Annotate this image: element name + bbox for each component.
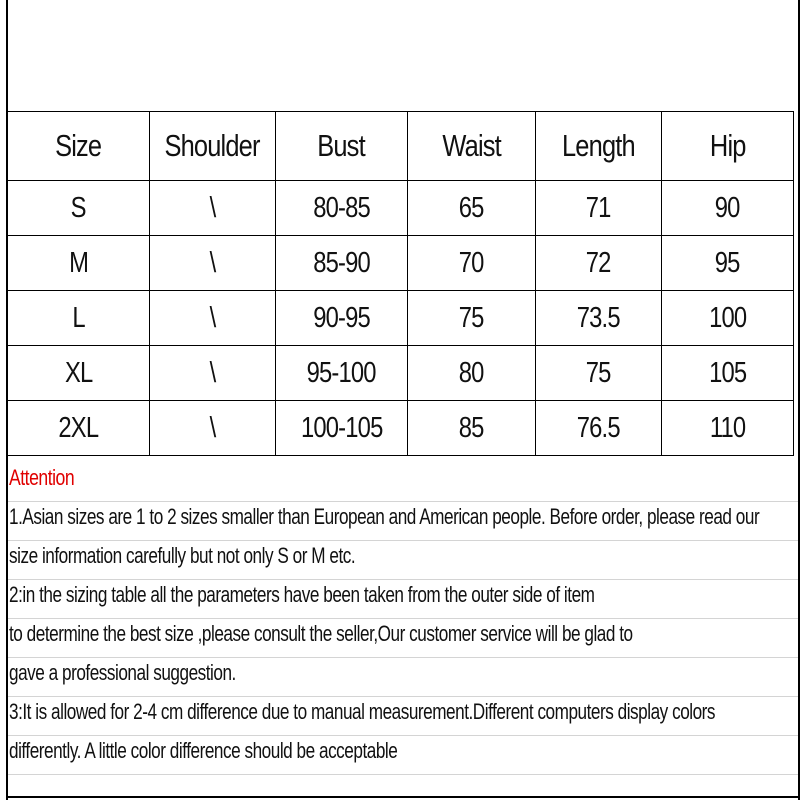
table-row xyxy=(8,291,794,346)
cell-bust: 100-105 xyxy=(276,401,408,456)
cell-bust: 85-90 xyxy=(276,236,408,291)
cell-length: 72 xyxy=(536,236,662,291)
header-bust: Bust xyxy=(276,112,408,181)
header-length: Length xyxy=(536,112,662,181)
cell-waist: 85 xyxy=(408,401,536,456)
attention-notes xyxy=(9,458,797,770)
cell-size: XL xyxy=(8,346,150,401)
cell-shoulder: \ xyxy=(150,291,276,346)
cell-hip: 100 xyxy=(662,291,794,346)
cell-waist: 75 xyxy=(408,291,536,346)
table-row xyxy=(8,346,794,401)
cell-waist: 70 xyxy=(408,236,536,291)
cell-size: S xyxy=(8,181,150,236)
table-header-row xyxy=(8,112,794,181)
cell-length: 76.5 xyxy=(536,401,662,456)
cell-hip: 90 xyxy=(662,181,794,236)
size-table xyxy=(7,111,794,456)
cell-shoulder: \ xyxy=(150,236,276,291)
cell-shoulder: \ xyxy=(150,181,276,236)
note-line: differently. A little color difference should be acceptable xyxy=(9,738,398,763)
header-size: Size xyxy=(8,112,150,181)
cell-shoulder: \ xyxy=(150,346,276,401)
note-line: 2:in the sizing table all the parameters have been taken from the outer side of item xyxy=(9,582,595,607)
cell-length: 71 xyxy=(536,181,662,236)
cell-size: 2XL xyxy=(8,401,150,456)
cell-waist: 65 xyxy=(408,181,536,236)
cell-waist: 80 xyxy=(408,346,536,401)
cell-hip: 110 xyxy=(662,401,794,456)
cell-shoulder: \ xyxy=(150,401,276,456)
table-row xyxy=(8,181,794,236)
note-line: gave a professional suggestion. xyxy=(9,660,236,685)
table-row xyxy=(8,236,794,291)
cell-bust: 90-95 xyxy=(276,291,408,346)
table-row xyxy=(8,401,794,456)
note-line: size information carefully but not only S or M etc. xyxy=(9,543,356,568)
cell-hip: 95 xyxy=(662,236,794,291)
attention-title: Attention xyxy=(9,465,75,490)
cell-hip: 105 xyxy=(662,346,794,401)
note-line: 1.Asian sizes are 1 to 2 sizes smaller than European and American people. Before order, please read our xyxy=(9,504,760,529)
header-waist: Waist xyxy=(408,112,536,181)
cell-length: 73.5 xyxy=(536,291,662,346)
header-shoulder: Shoulder xyxy=(150,112,276,181)
bottom-border xyxy=(6,796,800,798)
cell-length: 75 xyxy=(536,346,662,401)
note-line: 3:It is allowed for 2-4 cm difference due to manual measurement.Different computers display colors xyxy=(9,699,716,724)
cell-size: L xyxy=(8,291,150,346)
note-line: to determine the best size ,please consult the seller,Our customer service will be glad to xyxy=(9,621,633,646)
cell-bust: 80-85 xyxy=(276,181,408,236)
cell-bust: 95-100 xyxy=(276,346,408,401)
cell-size: M xyxy=(8,236,150,291)
header-hip: Hip xyxy=(662,112,794,181)
